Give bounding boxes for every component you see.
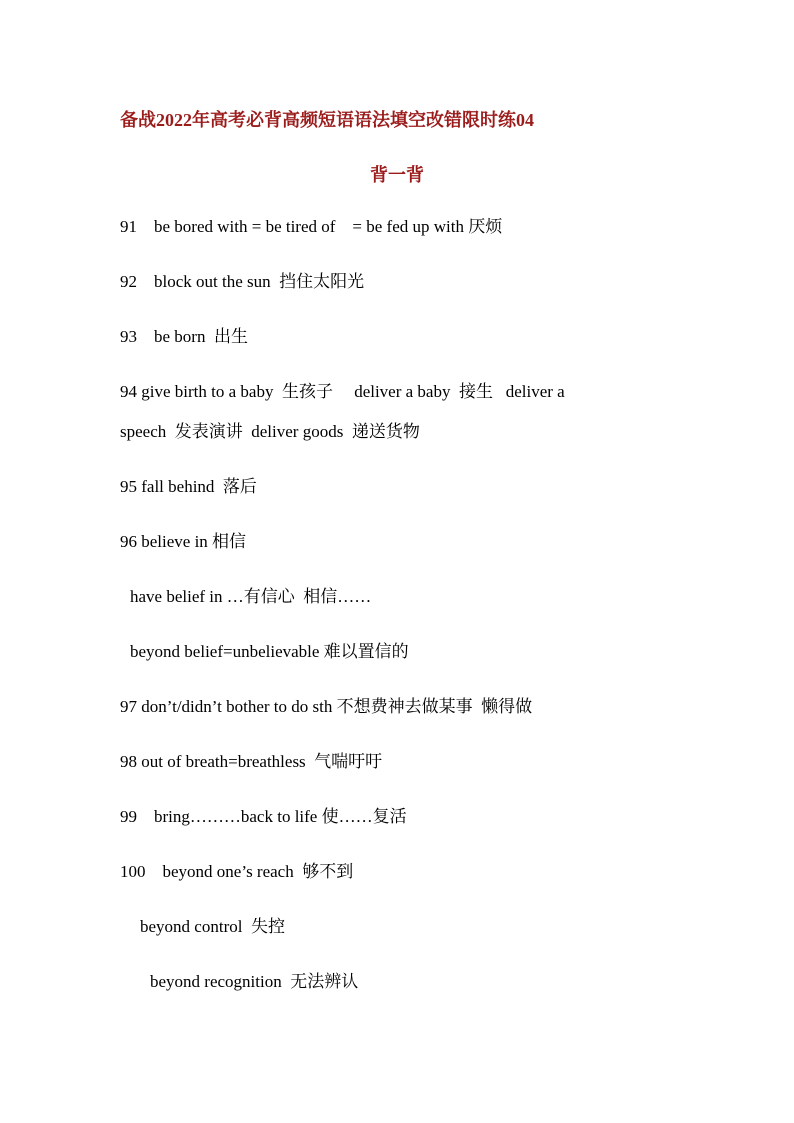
phrase-subline: beyond control 失控: [140, 917, 285, 936]
phrase-line: 91 be bored with = be tired of = be fed up with 厌烦: [120, 217, 503, 236]
document-title: 备战2022年高考必背高频短语语法填空改错限时练04: [120, 110, 534, 130]
phrase-line-continuation: speech 发表演讲 deliver goods 递送货物: [120, 422, 420, 441]
phrase-line: 93 be born 出生: [120, 327, 248, 346]
section-heading: 背一背: [370, 165, 424, 185]
phrase-subline: beyond belief=unbelievable 难以置信的: [130, 642, 409, 661]
phrase-line: 94 give birth to a baby 生孩子 deliver a baby 接生 deliver a: [120, 382, 565, 401]
phrase-subline: have belief in …有信心 相信……: [130, 587, 372, 606]
phrase-subline: beyond recognition 无法辨认: [150, 972, 359, 991]
phrase-line: 96 believe in 相信: [120, 532, 247, 551]
phrase-line: 92 block out the sun 挡住太阳光: [120, 272, 365, 291]
phrase-line: 99 bring………back to life 使……复活: [120, 807, 407, 826]
phrase-line: 100 beyond one’s reach 够不到: [120, 862, 354, 881]
phrase-line: 95 fall behind 落后: [120, 477, 257, 496]
phrase-line: 98 out of breath=breathless 气喘吁吁: [120, 752, 383, 771]
phrase-line: 97 don’t/didn’t bother to do sth 不想费神去做某事 懒得做: [120, 697, 533, 716]
